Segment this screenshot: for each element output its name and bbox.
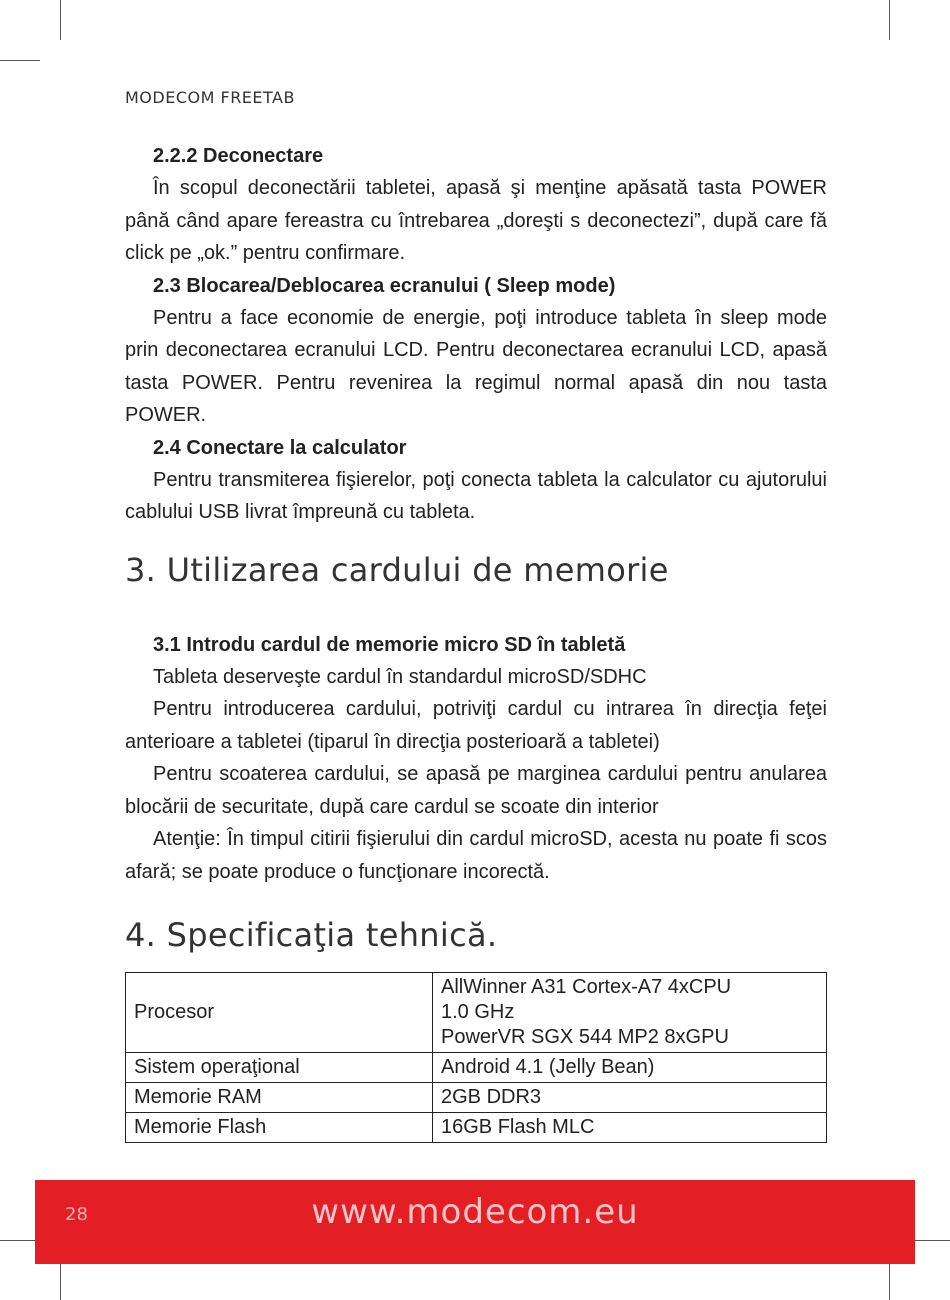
chapter-heading: 4. Specificaţia tehnică. xyxy=(125,916,498,954)
page-content xyxy=(125,140,827,1143)
spec-value xyxy=(433,1083,827,1113)
paragraph: Pentru scoaterea cardului, se apasă pe marginea cardului pentru anularea blocării de securitate, după care cardul se scoate din interior xyxy=(125,763,827,818)
spec-label: Procesor xyxy=(126,973,433,1053)
spec-value-line: PowerVR SGX 544 MP2 8xGPU xyxy=(441,1026,729,1048)
section-heading: 2.3 Blocarea/Deblocarea ecranului ( Sleep mode) xyxy=(153,274,616,297)
running-header: MODECOM FREETAB xyxy=(125,88,295,107)
spec-value-line: AllWinner A31 Cortex-A7 4xCPU xyxy=(441,976,732,998)
spec-label: Memorie Flash xyxy=(126,1113,433,1143)
footer-bar xyxy=(35,1180,915,1264)
spec-value xyxy=(433,1053,827,1083)
crop-mark xyxy=(60,1262,61,1300)
spec-value-line: Android 4.1 (Jelly Bean) xyxy=(441,1056,655,1078)
paragraph: Pentru a face economie de energie, poţi introduce tableta în sleep mode prin deconectarea ecranului LCD. Pentru deconectarea ecranului LCD, apasă tasta POWER. Pentru revenirea la regimul normal apasă din nou tasta POWER. xyxy=(125,306,827,426)
spec-value xyxy=(433,1113,827,1143)
section-heading: 2.4 Conectare la calculator xyxy=(153,436,407,459)
spec-value-line: 16GB Flash MLC xyxy=(441,1116,595,1138)
crop-mark xyxy=(889,1262,890,1300)
crop-mark xyxy=(0,60,40,61)
paragraph: Pentru introducerea cardului, potriviţi cardul cu intrarea în direcţia feţei anterioare a tabletei (tiparul în direcţia posterioară a tabletei) xyxy=(125,698,827,753)
paragraph: Tableta deserveşte cardul în standardul microSD/SDHC xyxy=(153,665,647,688)
spec-label: Sistem operaţional xyxy=(126,1053,433,1083)
spec-table xyxy=(125,972,827,1143)
spec-row xyxy=(126,1113,827,1143)
crop-mark xyxy=(910,1240,950,1241)
spec-row xyxy=(126,973,827,1053)
footer-url: www.modecom.eu xyxy=(311,1192,639,1232)
spec-value-line: 2GB DDR3 xyxy=(441,1086,542,1108)
section-heading: 3.1 Introdu cardul de memorie micro SD în tabletă xyxy=(153,633,626,656)
page-number: 28 xyxy=(65,1204,88,1225)
spec-value-line: 1.0 GHz xyxy=(441,1001,515,1023)
paragraph: Pentru transmiterea fişierelor, poţi conecta tableta la calculator cu ajutorului cablului USB livrat împreună cu tableta. xyxy=(125,468,827,523)
spec-label: Memorie RAM xyxy=(126,1083,433,1113)
spec-value xyxy=(433,973,827,1053)
paragraph: Atenţie: În timpul citirii fişierului din cardul microSD, acesta nu poate fi scos afară; se poate produce o funcţionare incorectă. xyxy=(125,828,827,883)
chapter-heading: 3. Utilizarea cardului de memorie xyxy=(125,550,669,589)
crop-mark xyxy=(60,0,61,40)
paragraph: În scopul deconectării tabletei, apasă şi menţine apăsată tasta POWER până când apare fereastra cu întrebarea „doreşti s deconectezi”, după care fă click pe „ok.” pentru confirmare. xyxy=(125,177,827,264)
crop-mark xyxy=(889,0,890,40)
section-heading: 2.2.2 Deconectare xyxy=(153,145,324,167)
spec-row xyxy=(126,1053,827,1083)
spec-row xyxy=(126,1083,827,1113)
crop-mark xyxy=(0,1240,40,1241)
